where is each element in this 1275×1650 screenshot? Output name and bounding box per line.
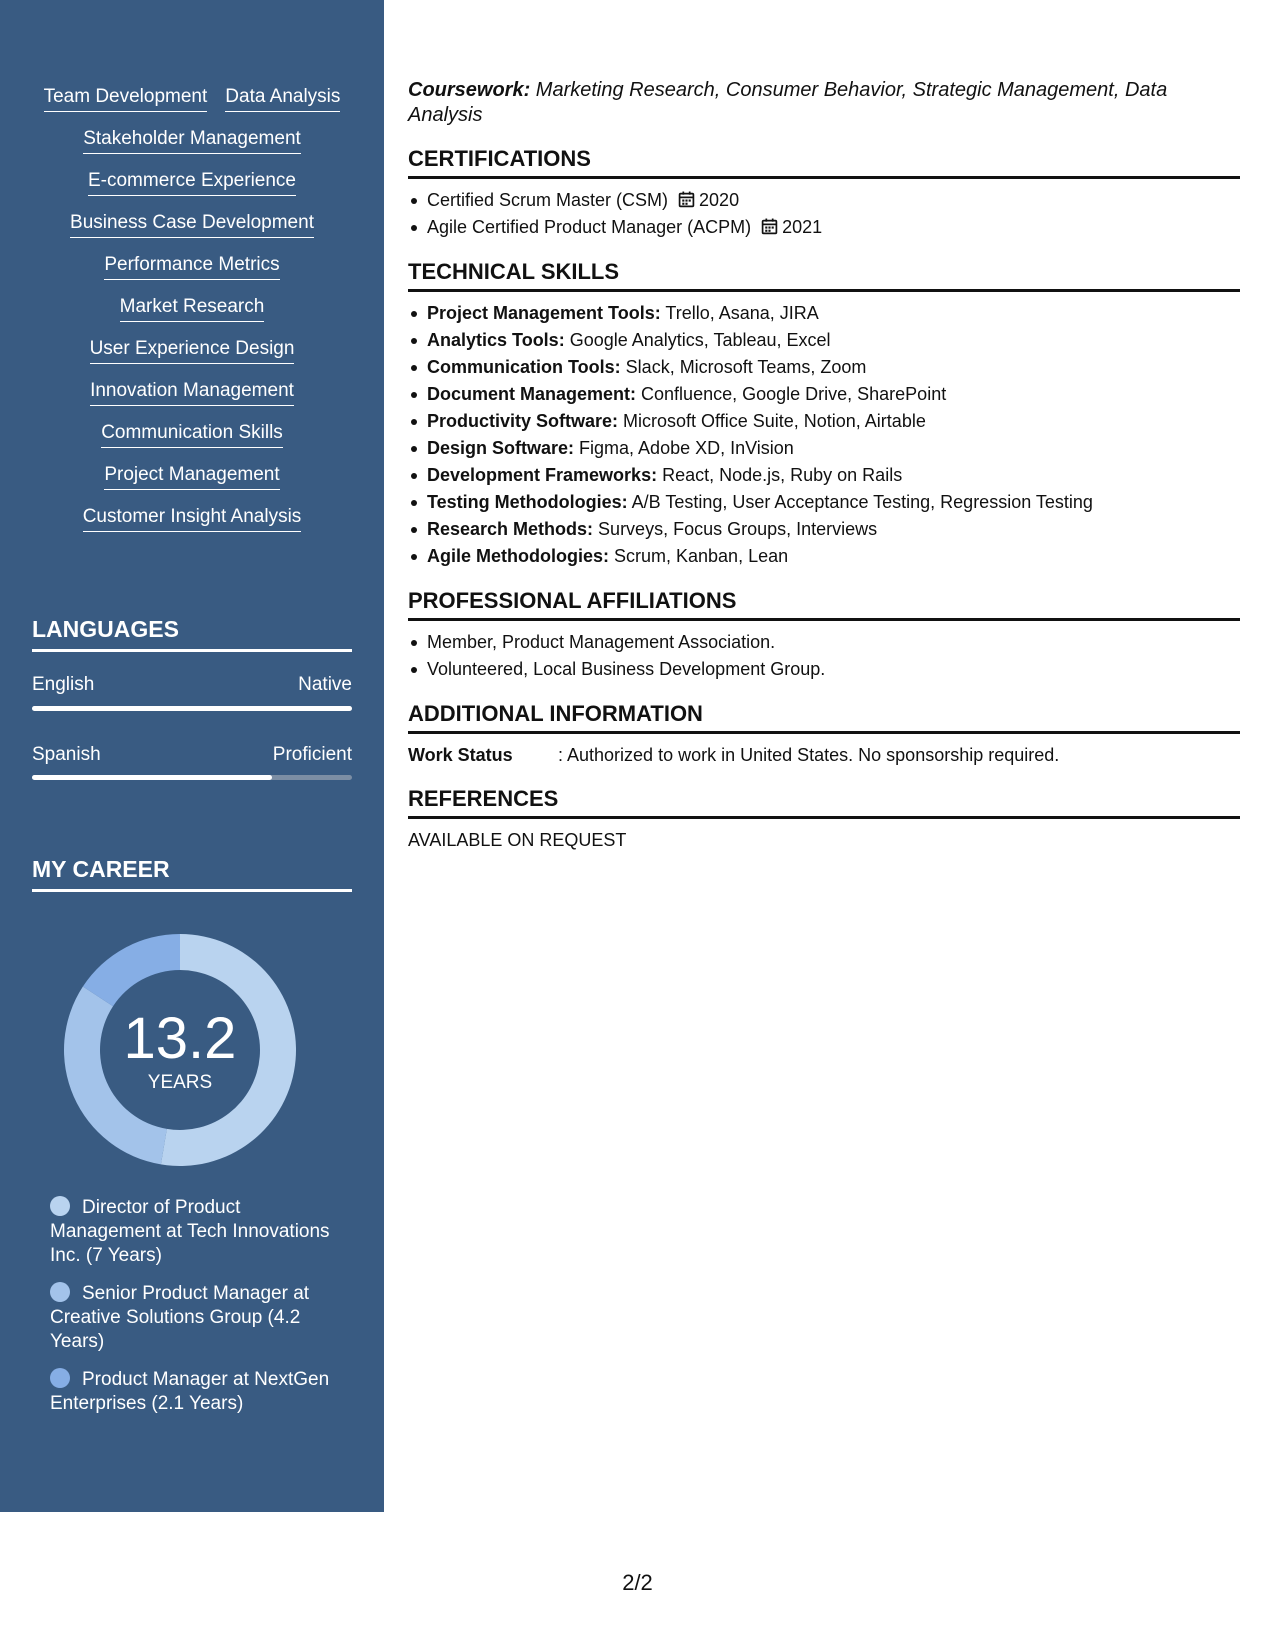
skill-value: Google Analytics, Tableau, Excel	[564, 330, 831, 350]
language-bar-fill	[32, 706, 352, 711]
skill-label: Development Frameworks:	[427, 465, 658, 485]
career-item-text: Senior Product Manager at Creative Solutions Group (4.2 Years)	[50, 1283, 310, 1352]
skill-label: Design Software:	[427, 438, 575, 458]
skills-list	[32, 86, 352, 532]
career-item	[50, 1282, 340, 1354]
skill-tag: Communication Skills	[101, 422, 283, 448]
language-bar-fill	[32, 775, 272, 780]
skill-label: Communication Tools:	[427, 357, 621, 377]
skill-label: Research Methods:	[427, 519, 594, 539]
career-item-text: Product Manager at NextGen Enterprises (2.1 Years)	[50, 1369, 330, 1414]
work-status-value: : Authorized to work in United States. No sponsorship required.	[558, 745, 1060, 765]
career-total-years: 13.2	[123, 1006, 237, 1071]
language-bar-spanish	[32, 775, 352, 780]
affiliation-item: Member, Product Management Association.	[408, 629, 1240, 656]
skill-tag: Data Analysis	[225, 86, 340, 112]
language-name: Spanish	[32, 744, 101, 765]
skill-value: Confluence, Google Drive, SharePoint	[636, 384, 947, 404]
skill-value: React, Node.js, Ruby on Rails	[657, 465, 903, 485]
career-donut-chart	[64, 934, 296, 1166]
coursework-label: Coursework:	[408, 79, 531, 101]
technical-skill-item	[408, 543, 1240, 570]
calendar-icon	[761, 218, 778, 235]
skill-value: Microsoft Office Suite, Notion, Airtable	[618, 411, 926, 431]
skill-value: A/B Testing, User Acceptance Testing, Regression Testing	[627, 492, 1093, 512]
career-legend	[50, 1196, 340, 1430]
main-content	[408, 78, 1240, 853]
affiliations-heading: PROFESSIONAL AFFILIATIONS	[408, 588, 1240, 621]
certifications-list	[408, 187, 1240, 241]
language-row-english	[32, 674, 352, 696]
certification-item	[408, 214, 1240, 241]
skill-tag: E-commerce Experience	[88, 170, 296, 196]
technical-skill-item	[408, 462, 1240, 489]
page-number: 2/2	[622, 1570, 653, 1595]
language-row-spanish	[32, 744, 352, 766]
legend-dot-icon	[50, 1282, 70, 1302]
technical-skill-item	[408, 381, 1240, 408]
career-item	[50, 1196, 340, 1268]
donut-segment-2	[83, 934, 180, 1006]
skill-value: Surveys, Focus Groups, Interviews	[593, 519, 878, 539]
skill-value: Figma, Adobe XD, InVision	[574, 438, 794, 458]
coursework-text: Marketing Research, Consumer Behavior, Strategic Management, Data Analysis	[408, 79, 1168, 126]
technical-skill-item	[408, 300, 1240, 327]
calendar-icon	[678, 191, 695, 208]
sidebar	[0, 0, 384, 1512]
skill-tag: User Experience Design	[90, 338, 295, 364]
coursework	[408, 78, 1240, 128]
technical-skill-item	[408, 327, 1240, 354]
language-bar-english	[32, 706, 352, 711]
skill-tag: Market Research	[120, 296, 265, 322]
legend-dot-icon	[50, 1368, 70, 1388]
skill-value: Trello, Asana, JIRA	[660, 303, 819, 323]
career-item	[50, 1368, 340, 1416]
skill-tag: Project Management	[104, 464, 279, 490]
technical-skills-list	[408, 300, 1240, 570]
technical-skill-item	[408, 354, 1240, 381]
language-level: Native	[298, 674, 352, 695]
technical-skill-item	[408, 408, 1240, 435]
technical-skill-item	[408, 489, 1240, 516]
technical-skill-item	[408, 435, 1240, 462]
references-text: AVAILABLE ON REQUEST	[408, 830, 627, 850]
career-heading: MY CAREER	[32, 856, 352, 892]
skill-tag: Stakeholder Management	[83, 128, 301, 154]
skill-tag: Customer Insight Analysis	[83, 506, 302, 532]
skill-label: Document Management:	[427, 384, 637, 404]
additional-info-heading: ADDITIONAL INFORMATION	[408, 701, 1240, 734]
skill-label: Agile Methodologies:	[427, 546, 609, 566]
certification-name: Agile Certified Product Manager (ACPM)	[427, 217, 752, 237]
skill-tag: Performance Metrics	[104, 254, 279, 280]
work-status-row	[408, 742, 1240, 768]
certifications-heading: CERTIFICATIONS	[408, 146, 1240, 179]
legend-dot-icon	[50, 1196, 70, 1216]
technical-skill-item	[408, 516, 1240, 543]
language-level: Proficient	[272, 744, 352, 765]
affiliations-list	[408, 629, 1240, 683]
certification-year: 2021	[782, 217, 823, 237]
skill-value: Scrum, Kanban, Lean	[609, 546, 789, 566]
skill-label: Productivity Software:	[427, 411, 619, 431]
skill-label: Testing Methodologies:	[427, 492, 628, 512]
skill-tag: Business Case Development	[70, 212, 314, 238]
skill-tag: Innovation Management	[90, 380, 294, 406]
work-status-label: Work Status	[408, 745, 513, 765]
references-heading: REFERENCES	[408, 786, 1240, 819]
language-name: English	[32, 674, 95, 695]
technical-skills-heading: TECHNICAL SKILLS	[408, 259, 1240, 292]
certification-year: 2020	[699, 190, 740, 210]
certification-name: Certified Scrum Master (CSM)	[427, 190, 669, 210]
skill-value: Slack, Microsoft Teams, Zoom	[620, 357, 867, 377]
languages-heading: LANGUAGES	[32, 616, 352, 652]
career-item-text: Director of Product Management at Tech Innovations Inc. (7 Years)	[50, 1197, 330, 1266]
certification-item	[408, 187, 1240, 214]
career-total-unit: YEARS	[147, 1072, 213, 1093]
skill-tag: Team Development	[44, 86, 208, 112]
affiliation-item: Volunteered, Local Business Development Group.	[408, 656, 1240, 683]
skill-label: Analytics Tools:	[427, 330, 565, 350]
skill-label: Project Management Tools:	[427, 303, 661, 323]
